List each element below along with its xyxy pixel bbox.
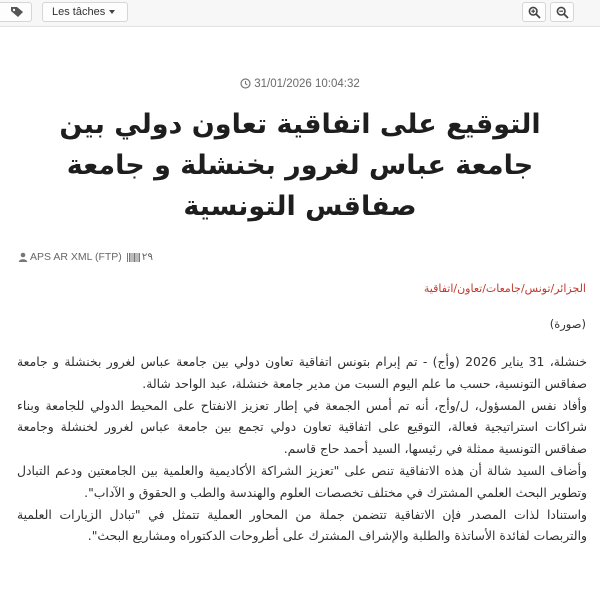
article-body: [17, 351, 587, 547]
photo-label: (صورة): [549, 317, 586, 331]
source-label: APS AR XML (FTP): [30, 251, 122, 263]
clock-icon: [240, 78, 251, 89]
user-icon: [18, 252, 28, 262]
barcode-icon: [127, 253, 140, 262]
source-line: [18, 251, 153, 263]
source-count: ٢٩: [141, 251, 153, 263]
breadcrumb[interactable]: الجزائر/تونس/جامعات/تعاون/اتفاقية: [423, 282, 586, 295]
article-timestamp: [0, 78, 600, 90]
chevron-down-icon: [109, 10, 115, 14]
zoom-out-button[interactable]: [550, 2, 574, 22]
article-paragraph: خنشلة، 31 يناير 2026 (وأج) - تم إبرام بتونس اتفاقية تعاون دولي بين جامعة عباس لغرور بخنشلة و جامعة صفاقس التونسية، حسب ما علم اليوم السبت من مدير جامعة خنشلة، عبد الواحد شالة.: [17, 354, 587, 391]
zoom-out-icon: [556, 6, 569, 19]
zoom-in-button[interactable]: [522, 2, 546, 22]
article-paragraph: وأضاف السيد شالة أن هذه الاتفاقية تنص على "تعزيز الشراكة الأكاديمية والعلمية بين الجامعتين ودعم التبادل وتطوير البحث العلمي المشترك في مختلف تخصصات العلوم والهندسة والطب و الحقوق و الآداب".: [17, 462, 587, 500]
article-title: التوقيع على اتفاقية تعاون دولي بين جامعة عباس لغرور بخنشلة و جامعة صفاقس التونسية: [59, 109, 541, 222]
tasks-dropdown-label: Les tâches: [52, 6, 106, 18]
timestamp-text: 31/01/2026 10:04:32: [254, 78, 360, 90]
tag-icon: [10, 6, 24, 18]
tasks-dropdown[interactable]: [42, 2, 128, 22]
zoom-in-icon: [528, 6, 541, 19]
article-paragraph: وأفاد نفس المسؤول، ل/وأج، أنه تم أمس الجمعة في إطار تعزيز الانفتاح على المحيط الدولي للجامعة وبناء شراكات استراتيجية فعالة، التوقيع على اتفاقية تعاون دولي تجمع بين جامعة عباس لغرور لخنشلة وجامعة صفاقس التونسية ممثلة في رئيسها، السيد أحمد حاج قاسم.: [17, 397, 587, 457]
toolbar: [0, 0, 600, 27]
tag-button[interactable]: [0, 2, 32, 22]
article-paragraph: واستنادا لذات المصدر فإن الاتفاقية تتضمن جملة من المحاور العملية تتمثل في "تبادل الزيارات العلمية والتربصات لفائدة الأساتذة والطلبة والإشراف المشترك على أطروحات الدكتوراه ومشاريع البحث".: [17, 506, 587, 544]
